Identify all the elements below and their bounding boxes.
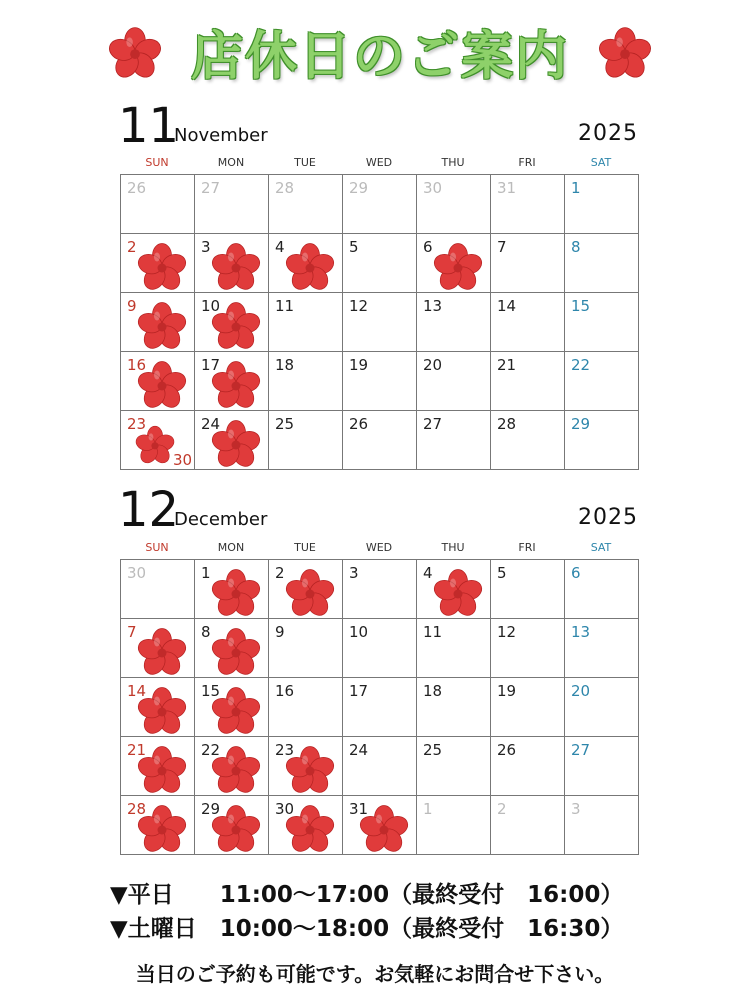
day-cell [417, 678, 491, 737]
day-number: 27 [571, 741, 591, 759]
day-number: 25 [275, 415, 295, 433]
day-number: 2 [127, 238, 137, 256]
hibiscus-icon [433, 242, 483, 292]
hibiscus-icon [211, 627, 261, 677]
day-number: 2 [275, 564, 285, 582]
day-cell [121, 175, 195, 234]
day-number: 28 [497, 415, 517, 433]
day-number: 8 [201, 623, 211, 641]
day-cell [417, 293, 491, 352]
day-cell-closed [269, 737, 343, 796]
day-number: 20 [571, 682, 591, 700]
day-cell [491, 619, 565, 678]
day-cell-closed [417, 560, 491, 619]
hibiscus-icon [433, 568, 483, 618]
month-number: 11 [118, 98, 180, 154]
day-number: 15 [571, 297, 591, 315]
day-number: 17 [201, 356, 221, 374]
day-number: 1 [201, 564, 211, 582]
month-year: 2025 [578, 121, 638, 146]
day-cell-closed [269, 234, 343, 293]
day-number: 22 [201, 741, 221, 759]
weekday-label: SAT [590, 156, 612, 169]
hibiscus-icon [137, 301, 187, 351]
day-cell-closed [269, 796, 343, 855]
day-cell [343, 619, 417, 678]
day-number: 30 [423, 179, 443, 197]
day-cell [343, 175, 417, 234]
day-cell [269, 293, 343, 352]
day-cell [343, 560, 417, 619]
day-cell [491, 175, 565, 234]
day-cell [565, 737, 639, 796]
day-number: 10 [349, 623, 369, 641]
month-number: 12 [118, 482, 180, 538]
day-cell-closed [121, 737, 195, 796]
day-number-extra: 30 [173, 451, 193, 469]
day-cell-closed [121, 411, 195, 470]
day-cell-closed [195, 411, 269, 470]
day-cell-closed [121, 234, 195, 293]
day-number: 1 [571, 179, 581, 197]
hibiscus-icon [211, 242, 261, 292]
hibiscus-icon [211, 568, 261, 618]
day-number: 29 [571, 415, 591, 433]
day-cell-closed [195, 619, 269, 678]
day-number: 25 [423, 741, 443, 759]
day-number: 31 [349, 800, 369, 818]
weekday-label: TUE [294, 541, 316, 554]
hibiscus-icon [598, 26, 652, 80]
day-number: 1 [423, 800, 433, 818]
day-number: 27 [201, 179, 221, 197]
day-cell [417, 619, 491, 678]
calendar-grid [120, 559, 639, 855]
weekday-label: FRI [518, 156, 536, 169]
day-number: 11 [423, 623, 443, 641]
day-cell [417, 796, 491, 855]
day-number: 28 [275, 179, 295, 197]
saturday-hours: ▼土曜日 10:00〜18:00（最終受付 16:30） [110, 916, 624, 942]
weekday-label: TUE [294, 156, 316, 169]
weekday-label: SUN [145, 156, 169, 169]
day-number: 14 [497, 297, 517, 315]
day-cell [417, 175, 491, 234]
day-cell [565, 234, 639, 293]
day-cell-closed [195, 293, 269, 352]
day-cell-closed [195, 352, 269, 411]
day-number: 16 [275, 682, 295, 700]
day-number: 30 [127, 564, 147, 582]
day-cell-closed [121, 293, 195, 352]
day-number: 2 [497, 800, 507, 818]
day-cell-closed [121, 796, 195, 855]
day-cell-closed [121, 352, 195, 411]
day-cell [269, 175, 343, 234]
calendar-grid [120, 174, 639, 470]
day-number: 3 [349, 564, 359, 582]
day-number: 5 [349, 238, 359, 256]
day-number: 19 [497, 682, 517, 700]
hibiscus-icon [285, 242, 335, 292]
reservation-note: 当日のご予約も可能です。お気軽にお問合せ下さい。 [135, 962, 615, 986]
day-number: 12 [349, 297, 369, 315]
day-cell [491, 234, 565, 293]
weekday-label: WED [365, 156, 393, 169]
day-cell [565, 619, 639, 678]
day-cell [343, 737, 417, 796]
day-cell [491, 293, 565, 352]
month-year: 2025 [578, 505, 638, 530]
day-number: 9 [127, 297, 137, 315]
day-number: 15 [201, 682, 221, 700]
weekday-label: THU [441, 156, 465, 169]
day-number: 16 [127, 356, 147, 374]
day-number: 29 [201, 800, 221, 818]
day-cell [195, 175, 269, 234]
day-number: 12 [497, 623, 517, 641]
day-number: 23 [127, 415, 147, 433]
hibiscus-icon [285, 568, 335, 618]
day-number: 8 [571, 238, 581, 256]
day-number: 29 [349, 179, 369, 197]
weekday-label: THU [441, 541, 465, 554]
day-number: 18 [275, 356, 295, 374]
day-cell-closed [269, 560, 343, 619]
day-cell-closed [417, 234, 491, 293]
day-cell-closed [195, 737, 269, 796]
hibiscus-icon [137, 242, 187, 292]
day-number: 20 [423, 356, 443, 374]
day-number: 21 [497, 356, 517, 374]
day-cell [565, 411, 639, 470]
header [0, 10, 750, 87]
day-number: 18 [423, 682, 443, 700]
weekday-label: MON [217, 156, 245, 169]
weekday-label: SAT [590, 541, 612, 554]
weekday-header [120, 156, 638, 170]
day-cell [565, 293, 639, 352]
day-number: 26 [349, 415, 369, 433]
day-cell [565, 175, 639, 234]
day-cell [565, 796, 639, 855]
day-cell-closed [195, 796, 269, 855]
weekday-label: MON [217, 541, 245, 554]
day-number: 6 [571, 564, 581, 582]
day-number: 5 [497, 564, 507, 582]
month-name: November [174, 125, 268, 146]
day-cell [343, 411, 417, 470]
day-cell [121, 560, 195, 619]
day-number: 9 [275, 623, 285, 641]
day-number: 24 [201, 415, 221, 433]
day-cell-closed [121, 678, 195, 737]
weekday-label: WED [365, 541, 393, 554]
day-number: 6 [423, 238, 433, 256]
day-number: 27 [423, 415, 443, 433]
day-cell [343, 293, 417, 352]
day-number: 11 [275, 297, 295, 315]
month-header [118, 482, 638, 538]
weekday-header [120, 541, 638, 555]
day-number: 19 [349, 356, 369, 374]
day-cell-closed [195, 560, 269, 619]
day-cell-closed [195, 678, 269, 737]
day-cell [491, 352, 565, 411]
day-cell [565, 352, 639, 411]
day-cell-closed [121, 619, 195, 678]
day-number: 14 [127, 682, 147, 700]
day-number: 26 [497, 741, 517, 759]
day-cell [343, 234, 417, 293]
day-number: 3 [571, 800, 581, 818]
day-cell [491, 678, 565, 737]
page-title: 店休日のご案内 [190, 27, 569, 87]
day-cell [269, 411, 343, 470]
day-cell [491, 796, 565, 855]
day-cell [269, 619, 343, 678]
day-cell [565, 678, 639, 737]
day-cell [269, 678, 343, 737]
day-cell [417, 352, 491, 411]
day-number: 23 [275, 741, 295, 759]
hibiscus-icon [137, 627, 187, 677]
day-number: 24 [349, 741, 369, 759]
day-number: 17 [349, 682, 369, 700]
day-number: 26 [127, 179, 147, 197]
day-number: 3 [201, 238, 211, 256]
day-number: 13 [571, 623, 591, 641]
day-cell [417, 411, 491, 470]
day-number: 21 [127, 741, 147, 759]
day-cell-closed [343, 796, 417, 855]
month-name: December [174, 509, 268, 530]
day-number: 7 [127, 623, 137, 641]
day-number: 28 [127, 800, 147, 818]
day-cell [491, 737, 565, 796]
day-number: 4 [275, 238, 285, 256]
day-number: 22 [571, 356, 591, 374]
day-number: 30 [275, 800, 295, 818]
day-cell [269, 352, 343, 411]
day-number: 13 [423, 297, 443, 315]
weekday-hours: ▼平日 11:00〜17:00（最終受付 16:00） [110, 882, 624, 908]
hibiscus-icon [108, 26, 162, 80]
day-number: 10 [201, 297, 221, 315]
day-cell [491, 560, 565, 619]
day-number: 7 [497, 238, 507, 256]
day-cell [491, 411, 565, 470]
day-number: 31 [497, 179, 517, 197]
day-cell [343, 678, 417, 737]
day-cell [565, 560, 639, 619]
day-number: 4 [423, 564, 433, 582]
day-cell-closed [195, 234, 269, 293]
weekday-label: SUN [145, 541, 169, 554]
month-header [118, 98, 638, 154]
day-cell [417, 737, 491, 796]
day-cell [343, 352, 417, 411]
weekday-label: FRI [518, 541, 536, 554]
